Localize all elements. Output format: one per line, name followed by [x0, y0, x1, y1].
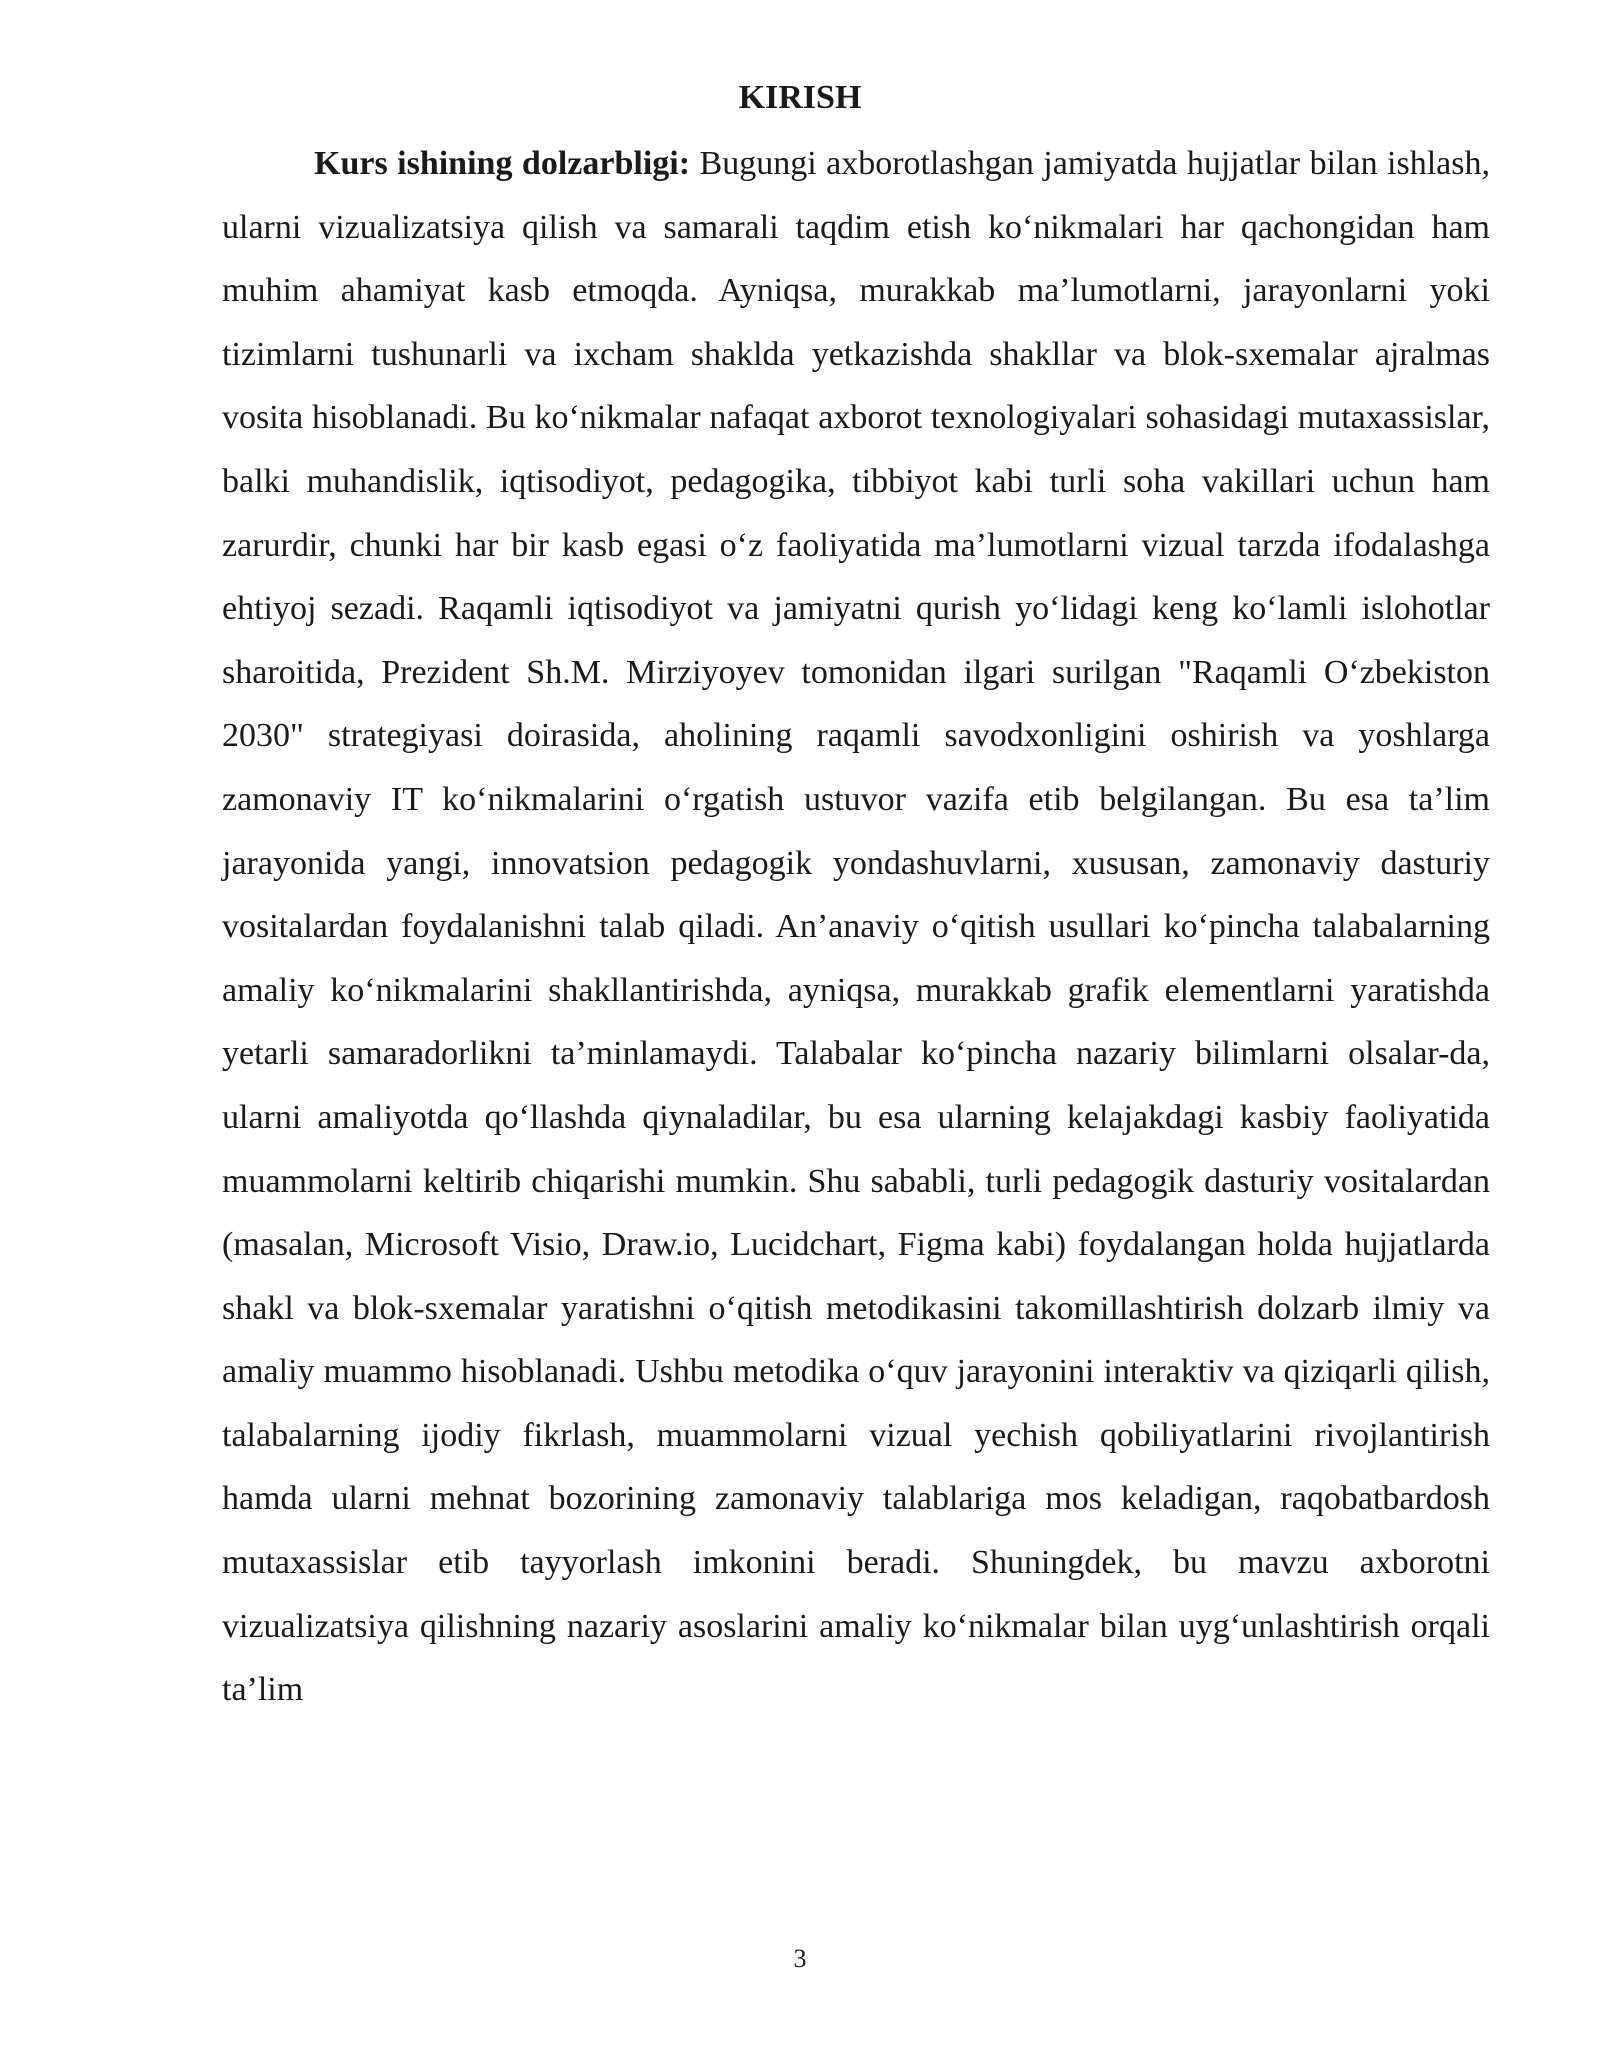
page-number: 3 — [793, 1944, 807, 1973]
paragraph-lead: Kurs ishining dolzarbligi: — [314, 145, 691, 182]
body-paragraph — [222, 132, 1490, 1722]
page-title: KIRISH — [738, 79, 862, 116]
paragraph-text: Bugungi axborotlashgan jamiyatda hujjatlar bilan ishlash, ularni vizualizatsiya qilish va samarali taqdim etish ko‘nikmalari har qachongidan ham muhim ahamiyat kasb etmoqda. Ayniqsa, murakkab ma’lumotlarni, jarayonlarni yoki tizimlarni tushunarli va ixcham shaklda yetkazishda shakllar va blok-sxemalar ajralmas vosita hisoblanadi. Bu ko‘nikmalar nafaqat axborot texnologiyalari sohasidagi mutaxassislar, balki muhandislik, iqtisodiyot, pedagogika, tibbiyot kabi turli soha vakillari uchun ham zarurdir, chunki har bir kasb egasi o‘z faoliyatida ma’lumotlarni vizual tarzda ifodalashga ehtiyoj sezadi. Raqamli iqtisodiyot va jamiyatni qurish yo‘lidagi keng ko‘lamli islohotlar sharoitida, Prezident Sh.M. Mirziyoyev tomonidan ilgari surilgan "Raqamli O‘zbekiston 2030" strategiyasi doirasida, aholining raqamli savodxonligini oshirish va yoshlarga zamonaviy IT ko‘nikmalarini o‘rgatish ustuvor vazifa etib belgilangan. Bu esa ta’lim jarayonida yangi, innovatsion pedagogik yondashuvlarni, xususan, zamonaviy dasturiy vositalardan foydalanishni talab qiladi. An’anaviy o‘qitish usullari ko‘pincha talabalarning amaliy ko‘nikmalarini shakllantirishda, ayniqsa, murakkab grafik elementlarni yaratishda yetarli samaradorlikni ta’minlamaydi. Talabalar ko‘pincha nazariy bilimlarni olsalar-da, ularni amaliyotda qo‘llashda qiynaladilar, bu esa ularning kelajakdagi kasbiy faoliyatida muammolarni keltirib chiqarishi mumkin. Shu sababli, turli pedagogik dasturiy vositalardan (masalan, Microsoft Visio, Draw.io, Lucidchart, Figma kabi) foydalangan holda hujjatlarda shakl va blok-sxemalar yaratishni o‘qitish metodikasini takomillashtirish dolzarb ilmiy va amaliy muammo hisoblanadi. Ushbu metodika o‘quv jarayonini interaktiv va qiziqarli qilish, talabalarning ijodiy fikrlash, muammolarni vizual yechish qobiliyatlarini rivojlantirish hamda ularni mehnat bozorining zamonaviy talablariga mos keladigan, raqobatbardosh mutaxassislar etib tayyorlash imkonini beradi. Shuningdek, bu mavzu axborotni vizualizatsiya qilishning nazariy asoslarini amaliy ko‘nikmalar bilan uyg‘unlashtirish orqali ta’lim — [222, 145, 1490, 1709]
